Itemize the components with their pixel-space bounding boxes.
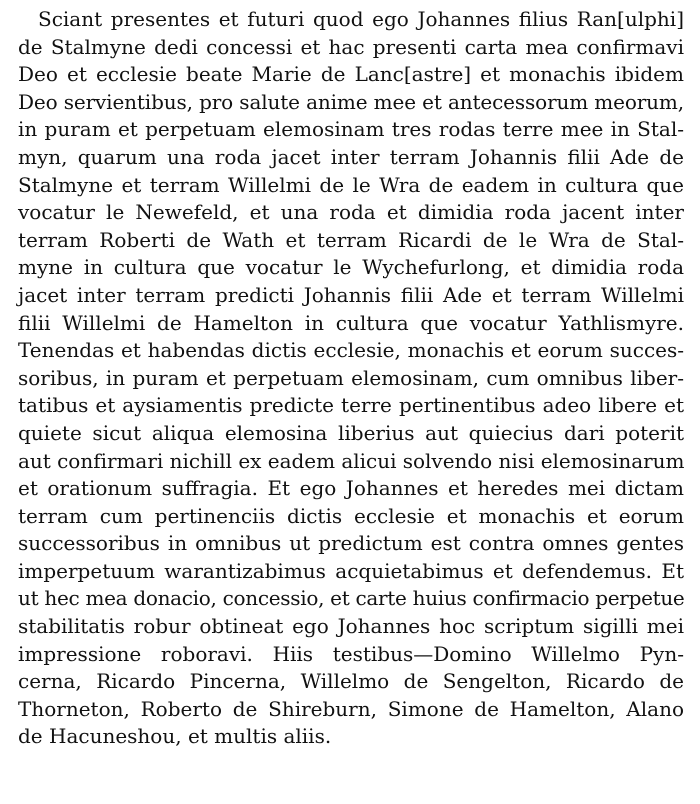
text-line: Stalmyne et terram Willelmi de le Wra de eadem in cultura que	[18, 172, 684, 197]
text-line: myne in cultura que vocatur le Wychefurlong, et dimidia roda	[18, 255, 684, 280]
text-line: et orationum suffragia. Et ego Johannes et heredes mei dictam	[18, 476, 684, 501]
text-line: filii Willelmi de Hamelton in cultura que vocatur Yathlismyre.	[18, 310, 684, 335]
text-line: impressione roboravi. Hiis testibus—Domino Willelmo Pyn-	[18, 641, 684, 666]
text-line: Tenendas et habendas dictis ecclesie, monachis et eorum succes-	[18, 338, 684, 363]
text-line: ut hec mea donacio, concessio, et carte huius confirmacio perpetue	[18, 586, 685, 611]
text-line: cerna, Ricardo Pincerna, Willelmo de Sengelton, Ricardo de	[18, 669, 684, 694]
text-line: imperpetuum warantizabimus acquietabimus et defendemus. Et	[18, 558, 684, 583]
text-line: stabilitatis robur obtineat ego Johannes hoc scriptum sigilli mei	[18, 614, 684, 639]
text-line: myn, quarum una roda jacet inter terram Johannis filii Ade de	[18, 144, 684, 169]
text-line: terram cum pertinenciis dictis ecclesie et monachis et eorum	[18, 503, 684, 528]
text-line: Deo servientibus, pro salute anime mee et antecessorum meorum,	[18, 89, 684, 114]
text-line: de Stalmyne dedi concessi et hac presenti carta mea confirmavi	[18, 34, 684, 59]
text-line: terram Roberti de Wath et terram Ricardi de le Wra de Stal-	[18, 227, 684, 252]
text-line: Sciant presentes et futuri quod ego Johannes filius Ran[ulphi]	[38, 7, 684, 31]
text-line: de Hacuneshou, et multis aliis.	[18, 724, 332, 749]
charter-paragraph	[18, 6, 684, 751]
text-line: vocatur le Newefeld, et una roda et dimidia roda jacent inter	[18, 200, 684, 225]
text-line: tatibus et aysiamentis predicte terre pertinentibus adeo libere et	[18, 393, 684, 418]
text-line: soribus, in puram et perpetuam elemosinam, cum omnibus liber-	[18, 365, 684, 390]
text-line: jacet inter terram predicti Johannis filii Ade et terram Willelmi	[18, 282, 684, 307]
text-line: aut confirmari nichill ex eadem alicui solvendo nisi elemosinarum	[18, 448, 685, 473]
text-line: Deo et ecclesie beate Marie de Lanc[astre] et monachis ibidem	[18, 62, 684, 87]
text-line: successoribus in omnibus ut predictum est contra omnes gentes	[18, 531, 684, 556]
text-line: in puram et perpetuam elemosinam tres rodas terre mee in Stal-	[18, 117, 684, 142]
text-line: quiete sicut aliqua elemosina liberius aut quiecius dari poterit	[18, 420, 684, 445]
text-line: Thorneton, Roberto de Shireburn, Simone de Hamelton, Alano	[18, 696, 684, 721]
